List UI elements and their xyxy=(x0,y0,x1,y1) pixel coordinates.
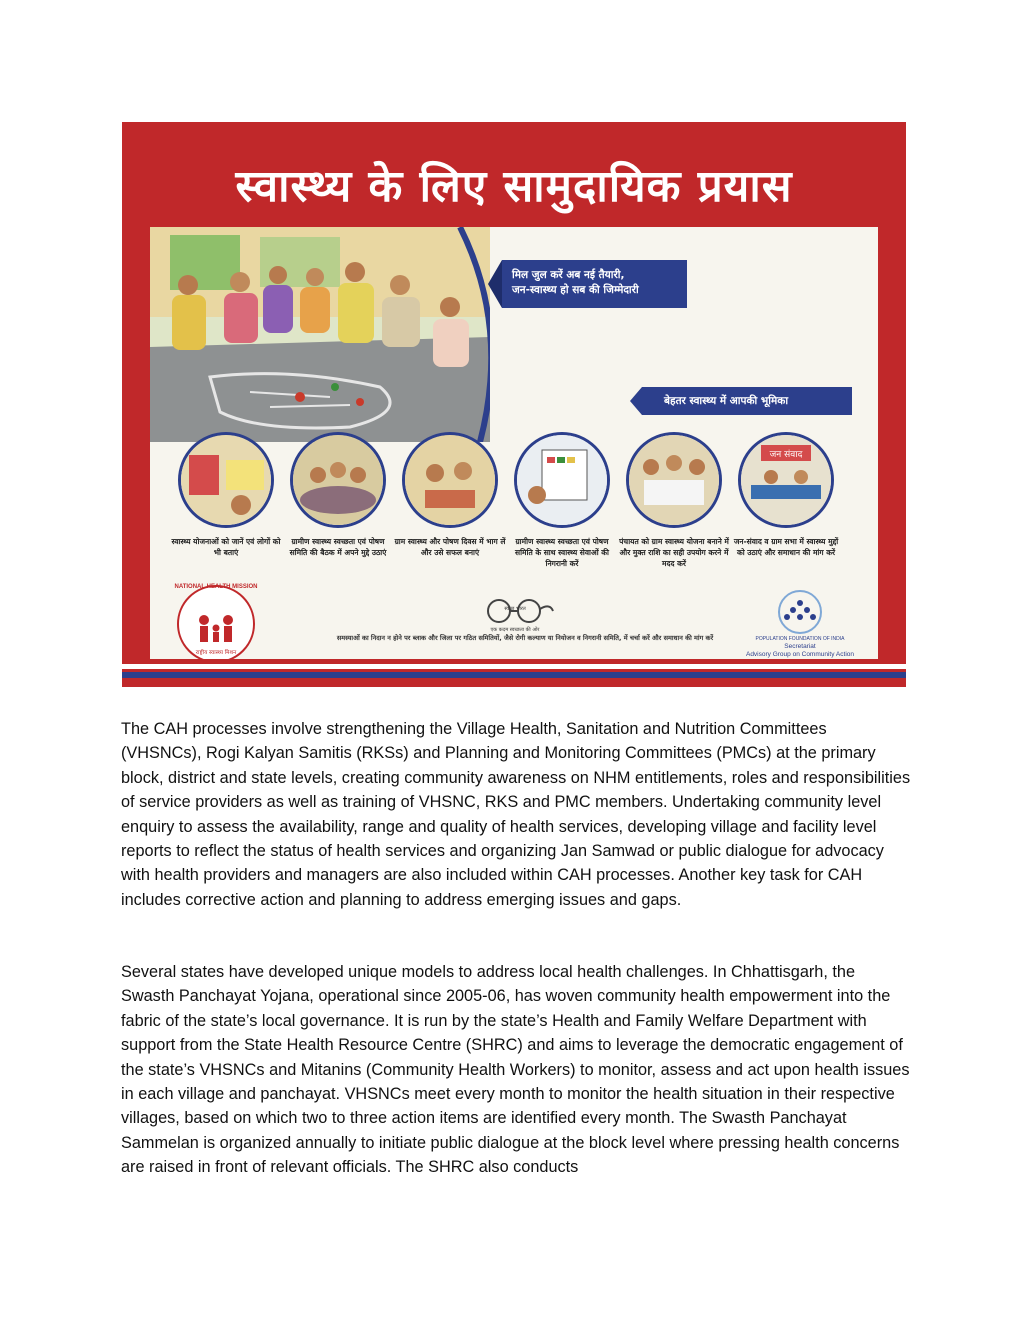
circle-caption: ग्रामीण स्वास्थ्य स्वच्छता एवं पोषण समिति के साथ स्वास्थ्य सेवाओं की निगरानी करें xyxy=(515,537,609,568)
poster-image xyxy=(122,122,906,687)
circle-caption: ग्रामीण स्वास्थ्य स्वच्छता एवं पोषण समिति की बैठक में अपने मुद्दे उठाएं xyxy=(289,537,387,557)
circle-illustration xyxy=(626,432,722,528)
circle-illustration xyxy=(738,432,834,528)
pfi-secretariat: Secretariat xyxy=(784,643,816,650)
nhm-logo-text: NATIONAL HEALTH MISSION xyxy=(174,584,258,590)
swachh-sub: एक कदम स्वच्छता की ओर xyxy=(490,627,540,633)
poster-bottom-stripes xyxy=(122,660,906,687)
poster-panel xyxy=(150,227,878,659)
nhm-logo xyxy=(174,582,258,659)
community-meeting-illustration xyxy=(150,227,490,442)
circle-illustration xyxy=(402,432,498,528)
role-tag: बेहतर स्वास्थ्य में आपकी भूमिका xyxy=(642,387,852,415)
poster-title: स्वास्थ्य के लिए सामुदायिक प्रयास xyxy=(235,161,793,212)
pfi-ring-text: POPULATION FOUNDATION OF INDIA xyxy=(755,636,845,642)
jan-samvad-sign: जन संवाद xyxy=(769,450,803,460)
slogan-line-2: जन-स्वास्थ्य हो सब की जिम्मेदारी xyxy=(512,284,639,296)
circle-item xyxy=(730,432,842,558)
circle-caption: पंचायत को ग्राम स्वास्थ्य योजना बनाने में और मुक्त राशि का सही उपयोग करने में मदद करें xyxy=(619,537,729,568)
pfi-advisory: Advisory Group on Community Action xyxy=(745,651,855,658)
circle-item xyxy=(394,432,506,558)
role-circles xyxy=(170,432,870,572)
circle-caption: ग्राम स्वास्थ्य और पोषण दिवस में भाग लें और उसे सफल बनाएं xyxy=(394,537,506,557)
circle-caption: स्वास्थ्य योजनाओं को जानें एवं लोगों को भी बताएं xyxy=(171,537,281,557)
slogan-line-1: मिल जुल करें अब नई तैयारी, xyxy=(512,269,625,281)
circle-illustration xyxy=(514,432,610,528)
swachh-text: स्वच्छ भारत xyxy=(504,606,526,612)
circle-item xyxy=(170,432,282,558)
circle-item xyxy=(282,432,394,558)
circle-item xyxy=(506,432,618,569)
body-paragraph-2: Several states have developed unique models to address local health challenges. In Chhattisgarh, the Swasth Panchayat Yojana, operational since 2005-06, has woven community health empowerment into the fabric of the state’s local governance. It is run by the state’s Health and Family Welfare Department with support from the State Health Resource Centre (SHRC) and aims to leverage the democratic engagement of the state’s VHSNCs and Mitanins (Community Health Workers) to monitor, assess and act upon health issues in each village and panchayat. VHSNCs meet every month to monitor the health situation in their respective villages, based on which two to three action items are identified every month. The Swasth Panchayat Sammelan is organized annually to initiate public dialogue at the block level where pressing health concerns are raised in front of relevant officials. The SHRC also conducts xyxy=(121,963,910,1177)
swachh-bharat-logo xyxy=(475,597,555,637)
circle-caption: जन-संवाद व ग्राम सभा में स्वास्थ्य मुद्दों को उठाएं और समाधान की मांग करें xyxy=(733,537,839,557)
slogan-banner xyxy=(502,260,687,308)
circle-illustration xyxy=(178,432,274,528)
body-paragraph-1: The CAH processes involve strengthening the Village Health, Sanitation and Nutrition Committees (VHSNCs), Rogi Kalyan Samitis (RKSs) and Planning and Monitoring Committees (PMCs) at the primary block, district and state levels, creating community awareness on NHM entitlements, roles and responsibilities of service providers as well as training of VHSNC, RKS and PMC members. Undertaking community level enquiry to assess the availability, range and quality of health services, developing village and facility level reports to reflect the status of health services and organizing Jan Samwad or public dialogue for advocacy with health providers and managers are also included within CAH processes. Another key task for CAH includes corrective action and planning to address emerging issues and gaps. xyxy=(121,720,911,909)
poster-footer-line: समस्याओं का निदान न होने पर ब्लाक और जिला पर गठित समितियों, जैसे रोगी कल्याण या नियोजन व निगरानी समिति, में चर्चा करें और समाधान की मांग करें xyxy=(336,634,714,642)
pfi-logo xyxy=(740,589,860,659)
circle-item xyxy=(618,432,730,569)
nhm-logo-sub: राष्ट्रीय स्वास्थ्य मिशन xyxy=(195,650,237,656)
circle-illustration xyxy=(290,432,386,528)
